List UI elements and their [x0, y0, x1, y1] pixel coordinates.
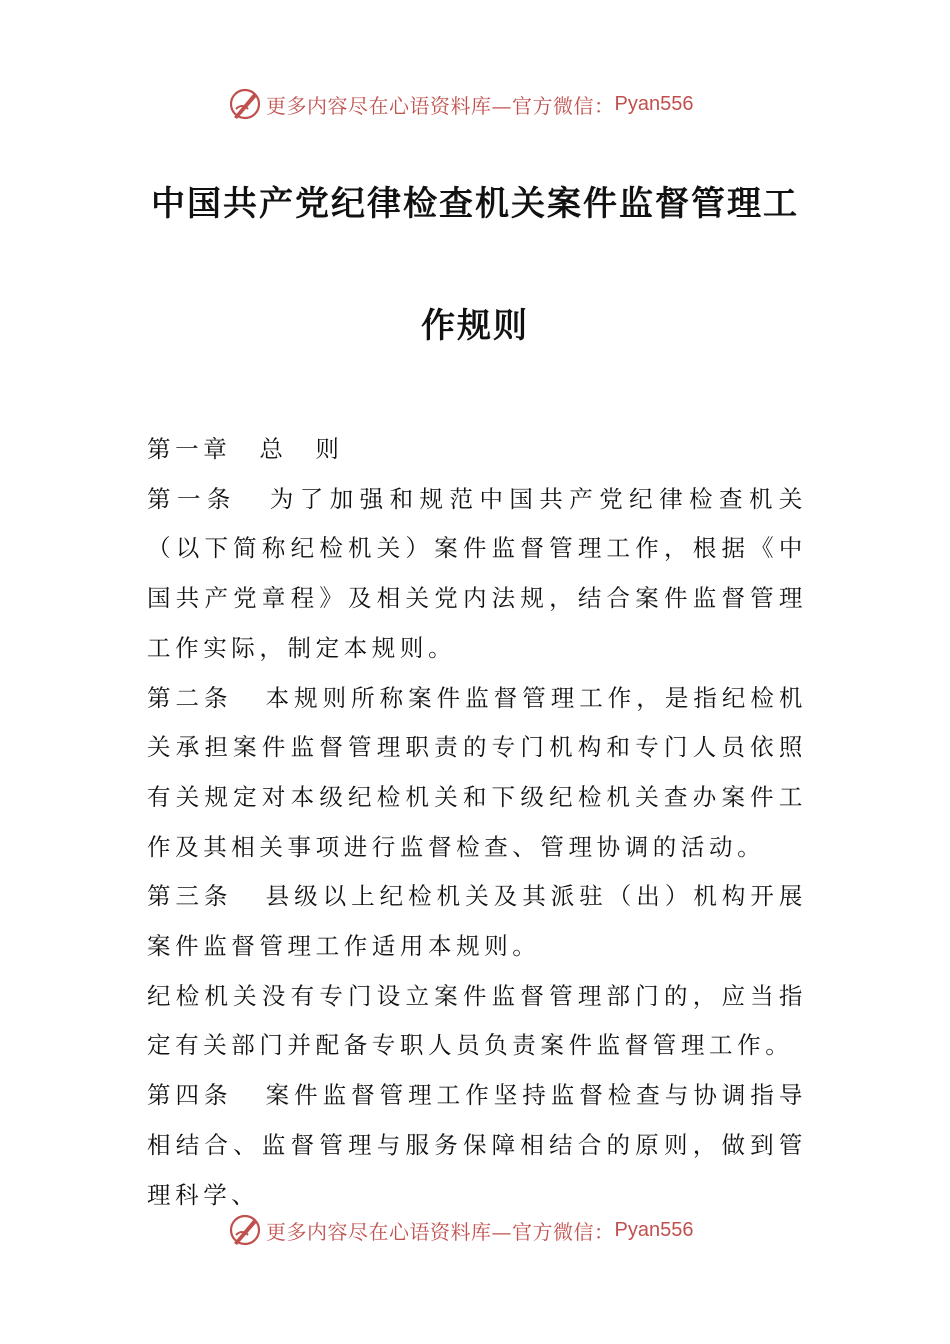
chapter-heading [147, 425, 807, 475]
watermark-text: 更多内容尽在心语资料库—官方微信： [266, 1219, 615, 1244]
watermark-handle: Pyan556 [614, 1218, 694, 1241]
article-1 [147, 475, 807, 674]
document-title-line-1: 中国共产党纪律检查机关案件监督管理工 [151, 184, 799, 224]
pen-logo-icon [228, 87, 262, 121]
article-label: 第一条 [147, 484, 237, 513]
pen-logo-icon [228, 1213, 262, 1247]
article-text: 县级以上纪检机关及其派驻（出）机构开展案件监督管理工作适用本规则。 [147, 882, 807, 961]
chapter-prefix: 第一章 [147, 435, 232, 463]
watermark-header [228, 84, 748, 124]
article-text: 本规则所称案件监督管理工作，是指纪检机关承担案件监督管理职责的专门机构和专门人员依照有关规定对本级纪检机关和下级纪检机关查办案件工作及其相关事项进行监督检查、管理协调的活动。 [147, 683, 807, 861]
watermark-footer [228, 1210, 748, 1250]
watermark-text: 更多内容尽在心语资料库—官方微信： [266, 93, 615, 118]
watermark-handle: Pyan556 [614, 92, 694, 115]
article-2 [147, 674, 807, 873]
article-text: 纪检机关没有专门设立案件监督管理部门的，应当指定有关部门并配备专职人员负责案件监督管理工作。 [147, 981, 807, 1060]
article-3-paragraph-2 [147, 972, 807, 1071]
article-text: 案件监督管理工作坚持监督检查与协调指导相结合、监督管理与服务保障相结合的原则，做到管理科学、 [147, 1081, 807, 1209]
article-label: 第三条 [147, 882, 233, 911]
document-body [147, 425, 807, 1220]
chapter-title-part-1: 总 [259, 435, 288, 463]
chapter-title-part-2: 则 [315, 435, 344, 463]
article-text: 为了加强和规范中国共产党纪律检查机关（以下简称纪检机关）案件监督管理工作，根据《中国共产党章程》及相关党内法规，结合案件监督管理工作实际，制定本规则。 [147, 484, 807, 662]
article-label: 第二条 [147, 683, 233, 712]
article-label: 第四条 [147, 1081, 233, 1110]
article-3 [147, 872, 807, 971]
article-4 [147, 1071, 807, 1220]
document-title-line-2: 作规则 [421, 306, 529, 346]
